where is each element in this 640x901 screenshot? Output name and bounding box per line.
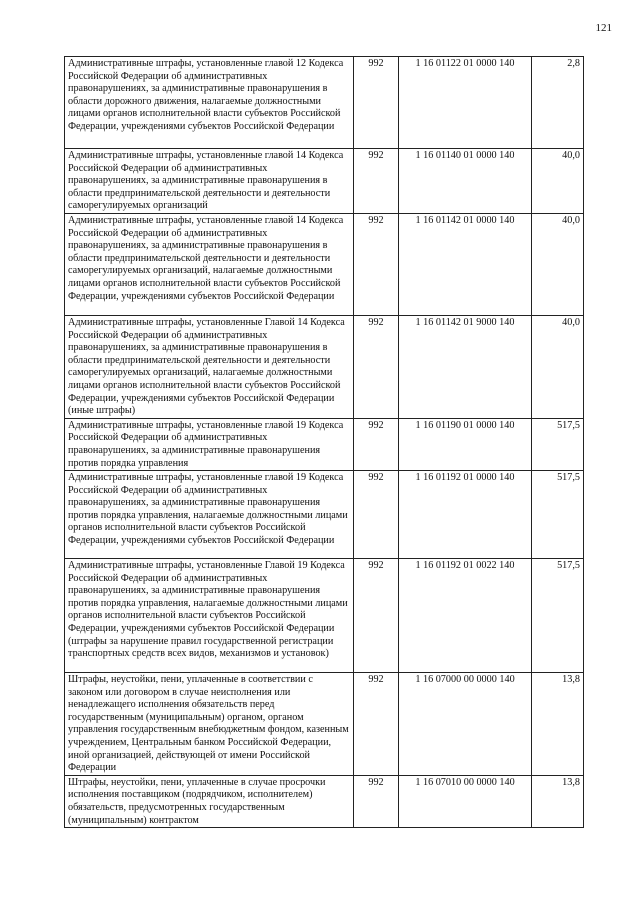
budget-classification-code-cell: 1 16 07000 00 0000 140 — [399, 673, 532, 776]
amount-cell: 517,5 — [532, 418, 584, 470]
table-row — [65, 559, 584, 673]
revenue-name-cell: Административные штрафы, установленные главой 19 Кодекса Российской Федерации об административных правонарушениях, за административные правонарушения против порядка управления, налагаемые должностными лицами органов исполнительной власти субъектов Российской Федерации, учреждениями субъектов Российской Федерации — [65, 471, 354, 559]
revenue-name-cell: Административные штрафы, установленные главой 14 Кодекса Российской Федерации об административных правонарушениях, за административные правонарушения в области предпринимательской деятельности и деятельности саморегулируемых организаций — [65, 149, 354, 214]
table-row — [65, 418, 584, 470]
revenue-table — [64, 56, 584, 828]
table-row — [65, 213, 584, 315]
amount-cell: 517,5 — [532, 559, 584, 673]
amount-cell: 13,8 — [532, 775, 584, 827]
table-row — [65, 775, 584, 827]
revenue-name-cell: Административные штрафы, установленные главой 14 Кодекса Российской Федерации об административных правонарушениях, за административные правонарушения в области предпринимательской деятельности и деятельности саморегулируемых организаций, налагаемые должностными лицами органов исполнительной власти субъектов Российской Федерации, учреждениями субъектов Российской Федерации — [65, 213, 354, 315]
administrator-code-cell: 992 — [354, 315, 399, 418]
revenue-name-cell: Штрафы, неустойки, пени, уплаченные в случае просрочки исполнения поставщиком (подрядчиком, исполнителем) обязательств, предусмотренных государственным (муниципальным) контрактом — [65, 775, 354, 827]
table-row — [65, 471, 584, 559]
page-number: 121 — [595, 22, 612, 34]
budget-classification-code-cell: 1 16 01142 01 9000 140 — [399, 315, 532, 418]
amount-cell: 13,8 — [532, 673, 584, 776]
amount-cell: 2,8 — [532, 57, 584, 149]
table-row — [65, 673, 584, 776]
administrator-code-cell: 992 — [354, 149, 399, 214]
amount-cell: 40,0 — [532, 315, 584, 418]
budget-classification-code-cell: 1 16 01192 01 0000 140 — [399, 471, 532, 559]
table-row — [65, 315, 584, 418]
administrator-code-cell: 992 — [354, 775, 399, 827]
administrator-code-cell: 992 — [354, 213, 399, 315]
table-row — [65, 149, 584, 214]
amount-cell: 40,0 — [532, 213, 584, 315]
revenue-name-cell: Штрафы, неустойки, пени, уплаченные в соответствии с законом или договором в случае неисполнения или ненадлежащего исполнения обязательств перед государственным (муниципальным) органом, органом управления государственным внебюджетным фондом, казенным учреждением, Центральным банком Российской Федерации, иной организацией, действующей от имени Российской Федерации — [65, 673, 354, 776]
administrator-code-cell: 992 — [354, 559, 399, 673]
budget-classification-code-cell: 1 16 01190 01 0000 140 — [399, 418, 532, 470]
budget-classification-code-cell: 1 16 01140 01 0000 140 — [399, 149, 532, 214]
amount-cell: 40,0 — [532, 149, 584, 214]
table-row — [65, 57, 584, 149]
administrator-code-cell: 992 — [354, 57, 399, 149]
budget-classification-code-cell: 1 16 01122 01 0000 140 — [399, 57, 532, 149]
amount-cell: 517,5 — [532, 471, 584, 559]
administrator-code-cell: 992 — [354, 418, 399, 470]
budget-classification-code-cell: 1 16 07010 00 0000 140 — [399, 775, 532, 827]
revenue-name-cell: Административные штрафы, установленные главой 12 Кодекса Российской Федерации об административных правонарушениях, за административные правонарушения в области дорожного движения, налагаемые должностными лицами органов исполнительной власти субъектов Российской Федерации, учреждениями субъектов Российской Федерации — [65, 57, 354, 149]
budget-classification-code-cell: 1 16 01192 01 0022 140 — [399, 559, 532, 673]
revenue-name-cell: Административные штрафы, установленные главой 19 Кодекса Российской Федерации об административных правонарушениях, за административные правонарушения против порядка управления — [65, 418, 354, 470]
revenue-name-cell: Административные штрафы, установленные Главой 19 Кодекса Российской Федерации об административных правонарушениях, за административные правонарушения против порядка управления, налагаемые должностными лицами органов исполнительной власти субъектов Российской Федерации, учреждениями субъектов Российской Федерации (штрафы за нарушение правил государственной регистрации транспортных средств всех видов, механизмов и установок) — [65, 559, 354, 673]
administrator-code-cell: 992 — [354, 673, 399, 776]
administrator-code-cell: 992 — [354, 471, 399, 559]
revenue-name-cell: Административные штрафы, установленные Главой 14 Кодекса Российской Федерации об административных правонарушениях, за административные правонарушения в области предпринимательской деятельности и деятельности саморегулируемых организаций, налагаемые должностными лицами органов исполнительной власти субъектов Российской Федерации, учреждениями субъектов Российской Федерации (иные штрафы) — [65, 315, 354, 418]
budget-classification-code-cell: 1 16 01142 01 0000 140 — [399, 213, 532, 315]
